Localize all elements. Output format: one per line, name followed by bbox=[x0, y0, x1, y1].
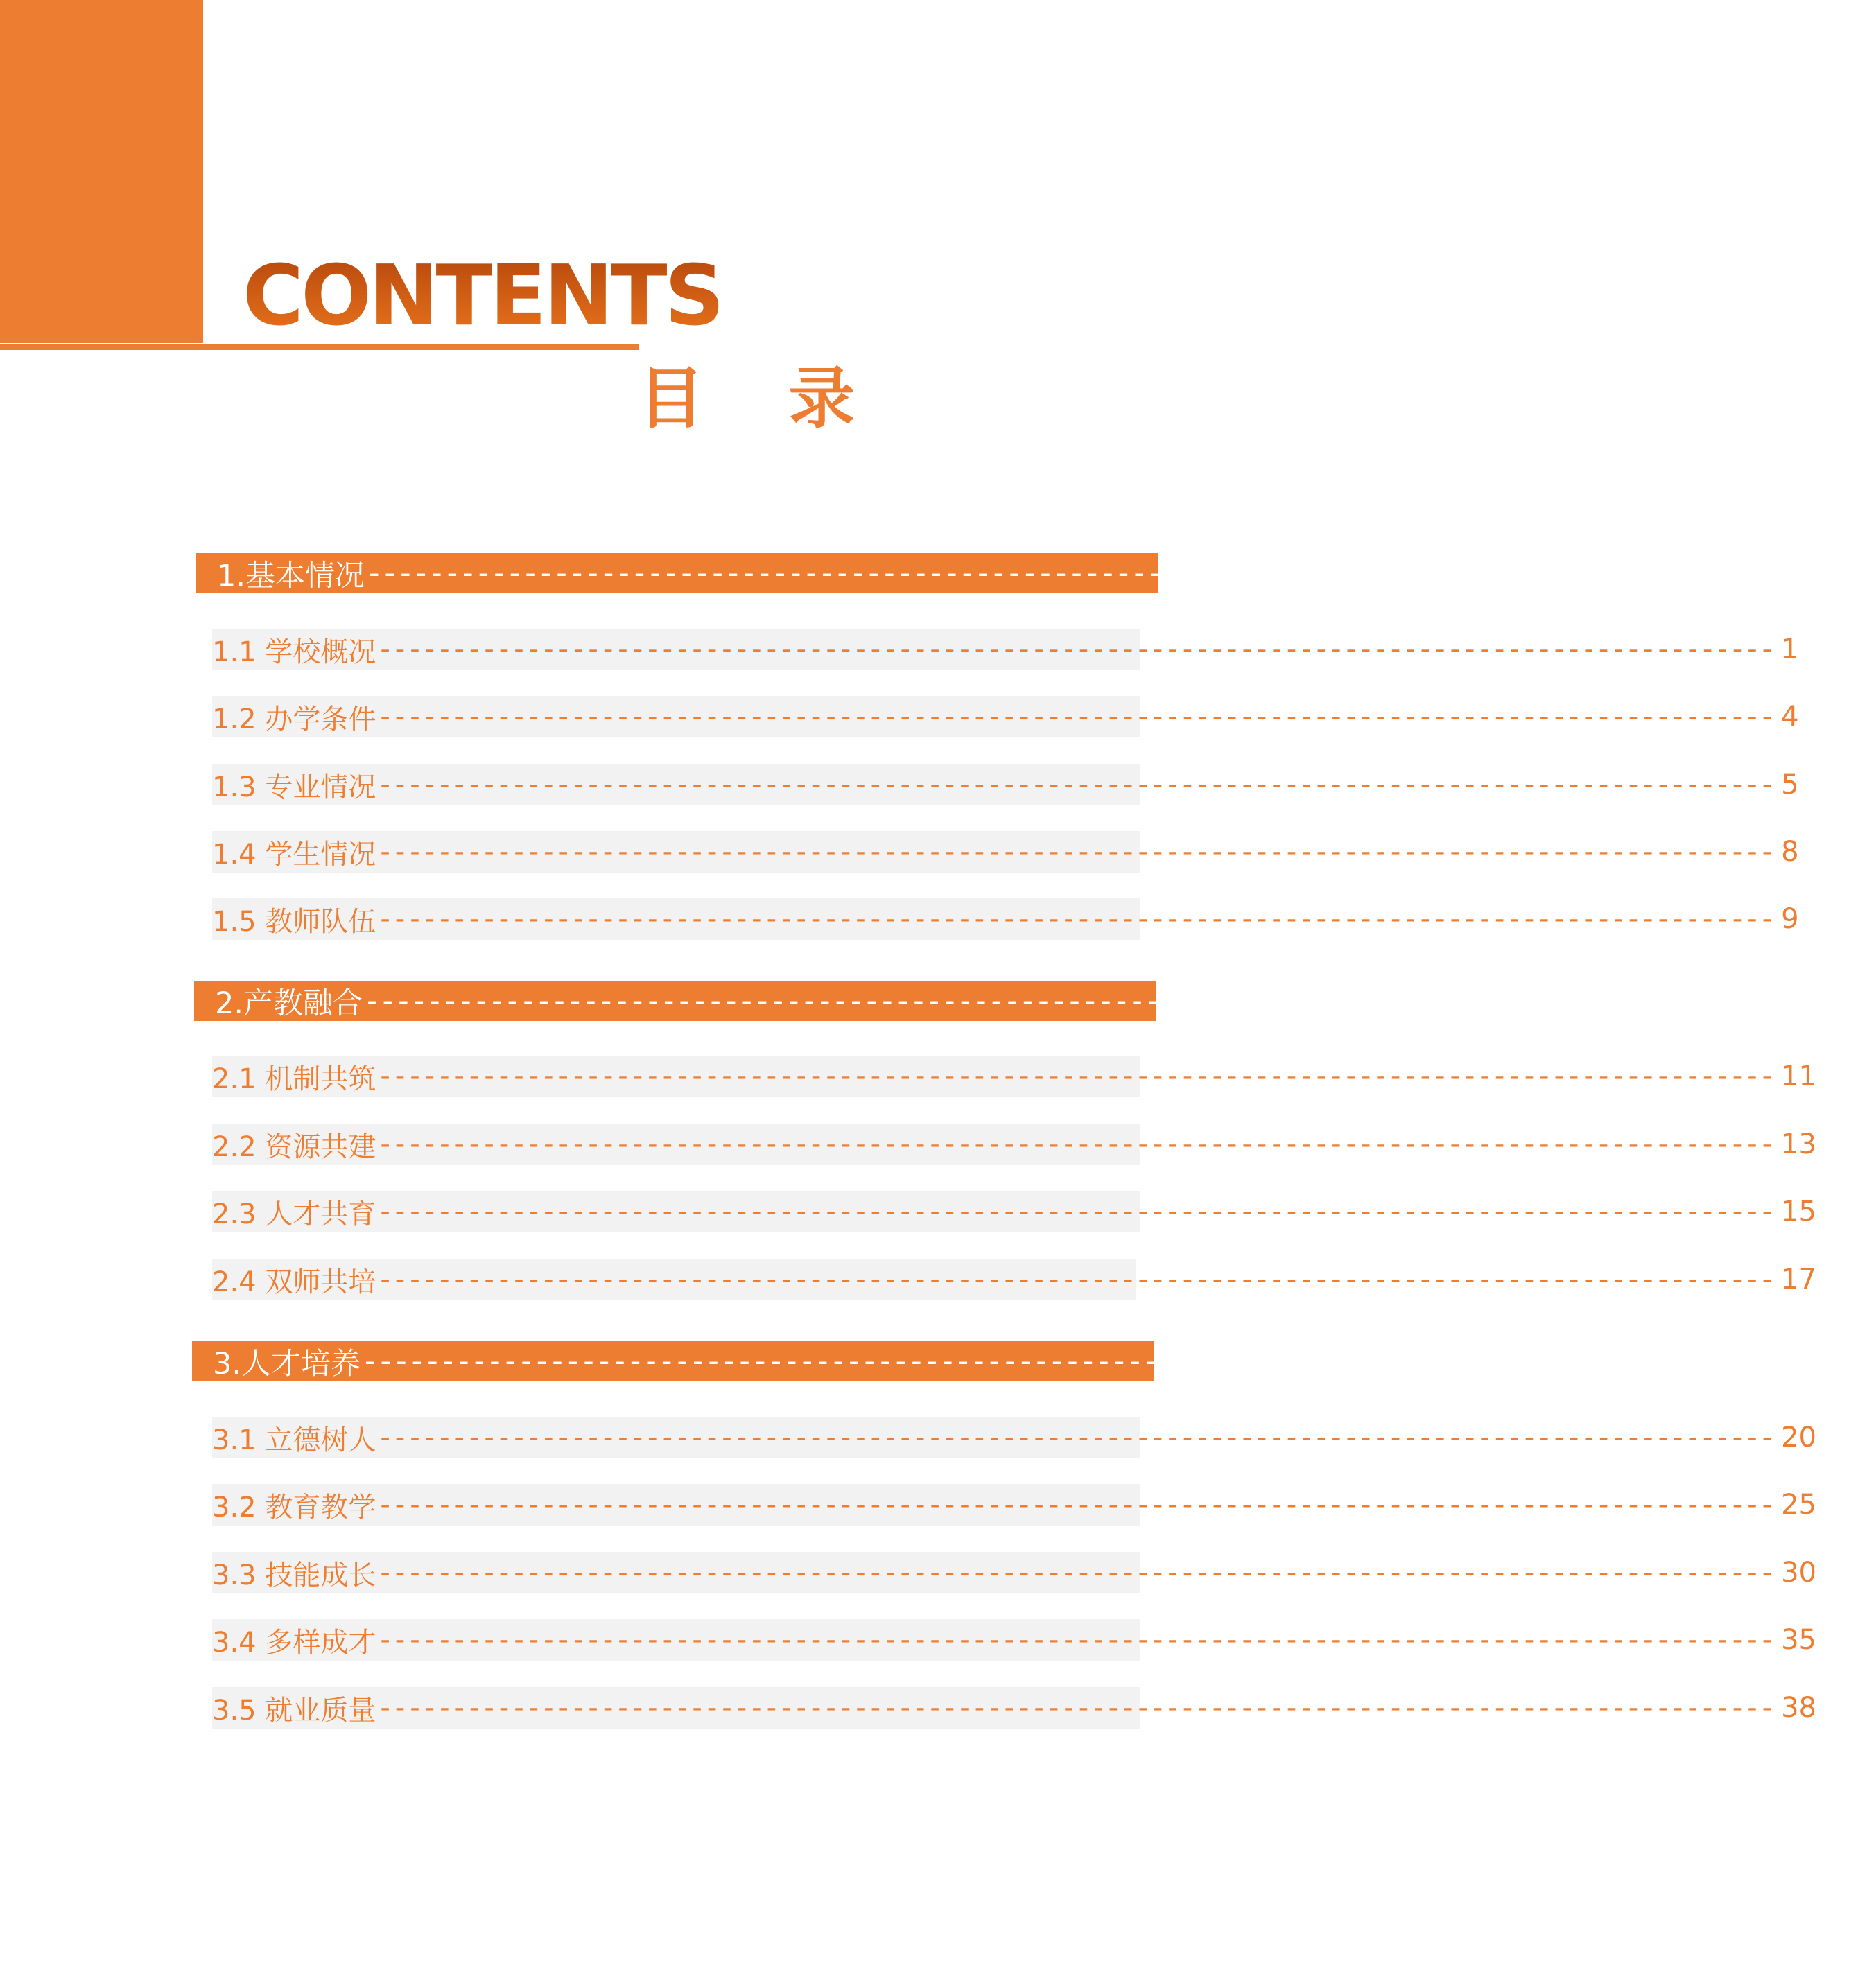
toc-item-label: 2.2 资源共建 bbox=[212, 1130, 376, 1163]
toc-item-3-4[interactable] bbox=[212, 1619, 1816, 1661]
toc-leader: ---------------------------------------------------------------------------------------------- bbox=[380, 1489, 1778, 1521]
chinese-title: 目 录 bbox=[638, 359, 886, 437]
toc-item-2-3[interactable] bbox=[212, 1191, 1816, 1232]
toc-item-1-5[interactable] bbox=[212, 898, 1799, 940]
toc-item-label: 1.1 学校概况 bbox=[212, 636, 376, 668]
toc-page-number: 8 bbox=[1781, 836, 1799, 868]
toc-leader: ---------------------------------------------------------------------------------------------- bbox=[365, 1344, 1832, 1379]
toc-leader: ---------------------------------------------------------------------------------------------- bbox=[380, 1692, 1778, 1724]
toc-section-2[interactable] bbox=[194, 981, 1876, 1021]
toc-section-3[interactable] bbox=[192, 1341, 1875, 1381]
toc-item-1-3[interactable] bbox=[212, 764, 1799, 805]
toc-page-number: 20 bbox=[1836, 1344, 1875, 1379]
toc-page-number: 30 bbox=[1781, 1557, 1816, 1589]
toc-item-label: 3.4 多样成才 bbox=[212, 1626, 376, 1659]
toc-page-number: 17 bbox=[1781, 1264, 1816, 1295]
toc-item-label: 1.3 专业情况 bbox=[212, 771, 376, 803]
toc-item-label: 2.1 机制共筑 bbox=[212, 1063, 376, 1095]
toc-item-label: 3.3 技能成长 bbox=[212, 1559, 376, 1591]
toc-item-3-5[interactable] bbox=[212, 1687, 1816, 1729]
toc-leader: ---------------------------------------------------------------------------------------------- bbox=[380, 1422, 1778, 1453]
toc-section-label: 3.人才培养 bbox=[213, 1346, 361, 1381]
toc-section-label: 2.产教融合 bbox=[215, 986, 363, 1021]
toc-item-3-2[interactable] bbox=[212, 1484, 1816, 1526]
toc-item-3-1[interactable] bbox=[212, 1417, 1816, 1458]
toc-section-1[interactable] bbox=[196, 553, 1859, 593]
toc-item-label: 2.4 双师共培 bbox=[212, 1266, 376, 1298]
toc-leader: ---------------------------------------------------------------------------------------------- bbox=[380, 701, 1778, 733]
toc-page-number: 15 bbox=[1781, 1196, 1816, 1228]
toc-leader: ---------------------------------------------------------------------------------------------- bbox=[380, 1128, 1778, 1160]
toc-page-number: 11 bbox=[1781, 1060, 1816, 1092]
toc-page-number: 11 bbox=[1838, 984, 1876, 1018]
contents-title: CONTENTS bbox=[243, 248, 722, 344]
toc-page-number: 25 bbox=[1781, 1489, 1816, 1521]
toc-page-number: 9 bbox=[1781, 903, 1799, 935]
toc-item-label: 3.1 立德树人 bbox=[212, 1424, 376, 1456]
toc-page-number: 20 bbox=[1781, 1422, 1816, 1453]
toc-section-label: 1.基本情况 bbox=[217, 558, 365, 593]
toc-leader: ---------------------------------------------------------------------------------------------- bbox=[380, 634, 1778, 665]
toc-item-label: 3.2 教育教学 bbox=[212, 1491, 376, 1523]
toc-leader: ---------------------------------------------------------------------------------------------- bbox=[380, 903, 1778, 935]
toc-page-number: 4 bbox=[1781, 701, 1799, 733]
toc-page-number: 38 bbox=[1781, 1692, 1816, 1724]
toc-item-label: 3.5 就业质量 bbox=[212, 1694, 376, 1727]
toc-leader: ---------------------------------------------------------------------------------------------- bbox=[380, 1196, 1778, 1228]
toc-item-label: 1.5 教师队伍 bbox=[212, 905, 376, 938]
toc-item-label: 1.2 办学条件 bbox=[212, 703, 376, 735]
toc-leader: ---------------------------------------------------------------------------------------------- bbox=[380, 836, 1778, 868]
toc-leader: ---------------------------------------------------------------------------------------------- bbox=[369, 556, 1836, 591]
toc-leader: ---------------------------------------------------------------------------------------------- bbox=[380, 1557, 1778, 1589]
toc-page-number: 1 bbox=[1840, 556, 1859, 591]
toc-item-label: 1.4 学生情况 bbox=[212, 838, 376, 871]
toc-page-number: 13 bbox=[1781, 1128, 1816, 1160]
toc-leader: ---------------------------------------------------------------------------------------------- bbox=[380, 769, 1778, 801]
toc-item-2-1[interactable] bbox=[212, 1056, 1816, 1097]
toc-item-label: 2.3 人才共育 bbox=[212, 1198, 376, 1230]
toc-item-1-4[interactable] bbox=[212, 831, 1799, 873]
toc-item-1-2[interactable] bbox=[212, 696, 1799, 737]
toc-leader: ---------------------------------------------------------------------------------------------- bbox=[380, 1060, 1778, 1092]
toc-item-2-2[interactable] bbox=[212, 1124, 1816, 1165]
toc-item-1-1[interactable] bbox=[212, 629, 1799, 670]
toc-item-3-3[interactable] bbox=[212, 1552, 1816, 1593]
toc-leader: ---------------------------------------------------------------------------------------------- bbox=[380, 1264, 1778, 1295]
toc-page-number: 1 bbox=[1781, 634, 1799, 665]
toc-leader: ---------------------------------------------------------------------------------------------- bbox=[367, 984, 1834, 1018]
toc-leader: ---------------------------------------------------------------------------------------------- bbox=[380, 1624, 1778, 1656]
toc-item-2-4[interactable] bbox=[212, 1259, 1816, 1300]
toc-page-number: 5 bbox=[1781, 769, 1799, 801]
toc-page-number: 35 bbox=[1781, 1624, 1816, 1656]
